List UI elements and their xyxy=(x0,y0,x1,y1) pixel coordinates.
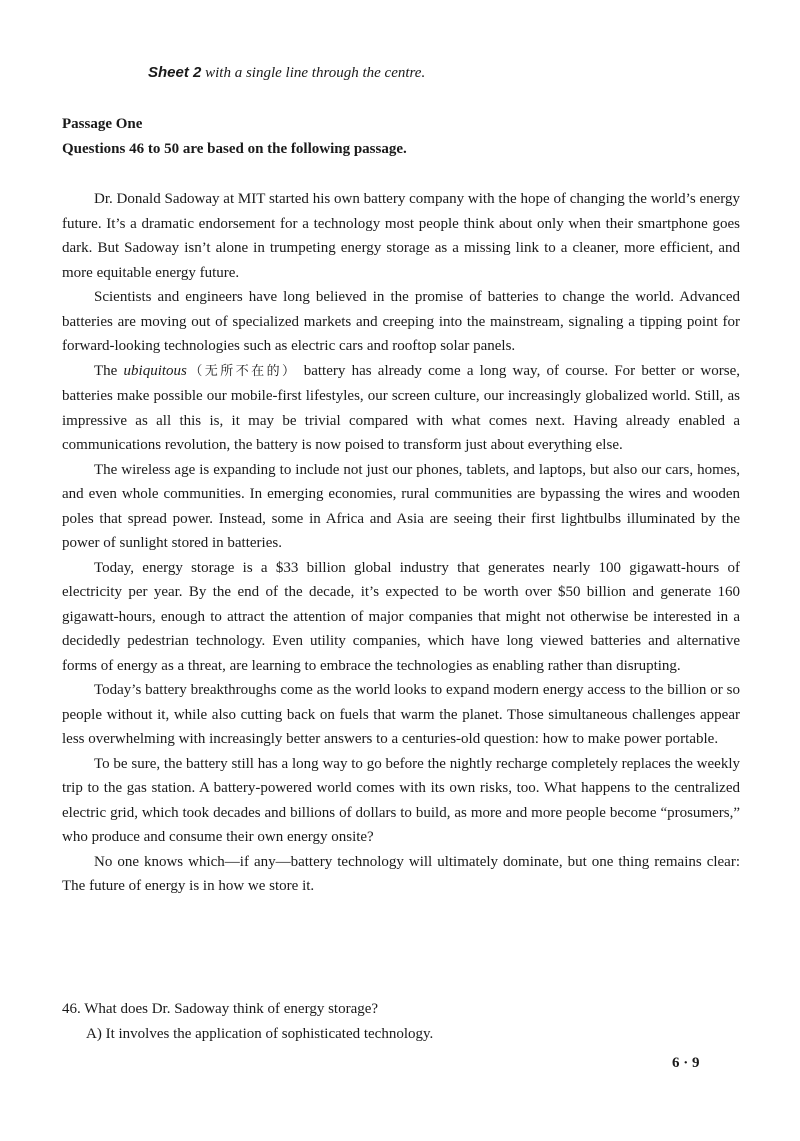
reading-passage xyxy=(62,187,740,899)
passage-paragraph-6: Today’s battery breakthroughs come as the world looks to expand modern energy access to the billion or so people without it, while also cutting back on fuels that warm the planet. Those simultaneous challenges appear less overwhelming with increasingly better answers to a centuries-old question: how to make power portable. xyxy=(62,682,740,747)
question-46-stem: 46. What does Dr. Sadoway think of energy storage? xyxy=(62,1001,379,1017)
passage-paragraph-3 xyxy=(62,359,740,458)
passage-paragraph-7: To be sure, the battery still has a long way to go before the nightly recharge completely replaces the weekly trip to the gas station. A battery-powered world comes with its own risks, too. What happens to the centralized electric grid, which took decades and billions of dollars to build, as more and more people become “prosumers,” who produce and consume their own energy onsite? xyxy=(62,755,740,845)
passage-paragraph-5: Today, energy storage is a $33 billion global industry that generates nearly 100 gigawatt-hours of electricity per year. By the end of the decade, it’s expected to be worth over $50 billion and generate 160 gigawatt-hours, enough to attract the attention of major companies that might not otherwise be interested in a decidedly pedestrian technology. Even utility companies, which have long viewed batteries and alternative forms of energy as a threat, are learning to embrace the technologies as enabling rather than disrupting. xyxy=(62,559,740,674)
vocab-gloss: （无所不在的） xyxy=(186,363,298,379)
page-number: 6 · 9 xyxy=(672,1055,700,1071)
passage-paragraph-8: No one knows which—if any—battery technology will ultimately dominate, but one thing remains clear: The future of energy is in how we store it. xyxy=(62,853,740,894)
passage-paragraph-1: Dr. Donald Sadoway at MIT started his own battery company with the hope of changing the world’s energy future. It’s a dramatic endorsement for a technology most people think about only when their smartphone goes dark. But Sadoway isn’t alone in trumpeting energy storage as a missing link to a cleaner, more efficient, and more equitable energy future. xyxy=(62,191,740,281)
answer-sheet-instruction xyxy=(148,64,425,82)
question-46 xyxy=(62,997,740,1046)
p3-lead: The xyxy=(94,362,124,379)
question-46-option-a[interactable]: A) It involves the application of sophisticated technology. xyxy=(86,1025,434,1042)
instruction-text: with a single line through the centre. xyxy=(201,65,426,81)
passage-heading: Passage One xyxy=(62,116,143,132)
passage-paragraph-2: Scientists and engineers have long believed in the promise of batteries to change the world. Advanced batteries are moving out of specialized markets and creeping into the mainstream, signaling a tipping point for forward-looking technologies such as electric cars and rooftop solar panels. xyxy=(62,289,740,354)
questions-heading: Questions 46 to 50 are based on the following passage. xyxy=(62,141,407,157)
vocab-word: ubiquitous xyxy=(123,362,187,379)
sheet-label: Sheet 2 xyxy=(148,64,202,81)
passage-paragraph-4: The wireless age is expanding to include not just our phones, tablets, and laptops, but also our cars, homes, and even whole communities. In emerging economies, rural communities are bypassing the wires and wooden poles that spread power. Instead, some in Africa and Asia are seeing their first lightbulbs illuminated by the power of sunlight stored in batteries. xyxy=(62,461,740,551)
p3-body: battery has already come a long way, of course. For better or worse, batteries make possible our mobile-first lifestyles, our screen culture, our increasingly globalized world. Still, as impressive as all this is, it may be trivial compared with what comes next. Having already enabled a communications revolution, the battery is now poised to transform just about everything else. xyxy=(62,362,740,453)
